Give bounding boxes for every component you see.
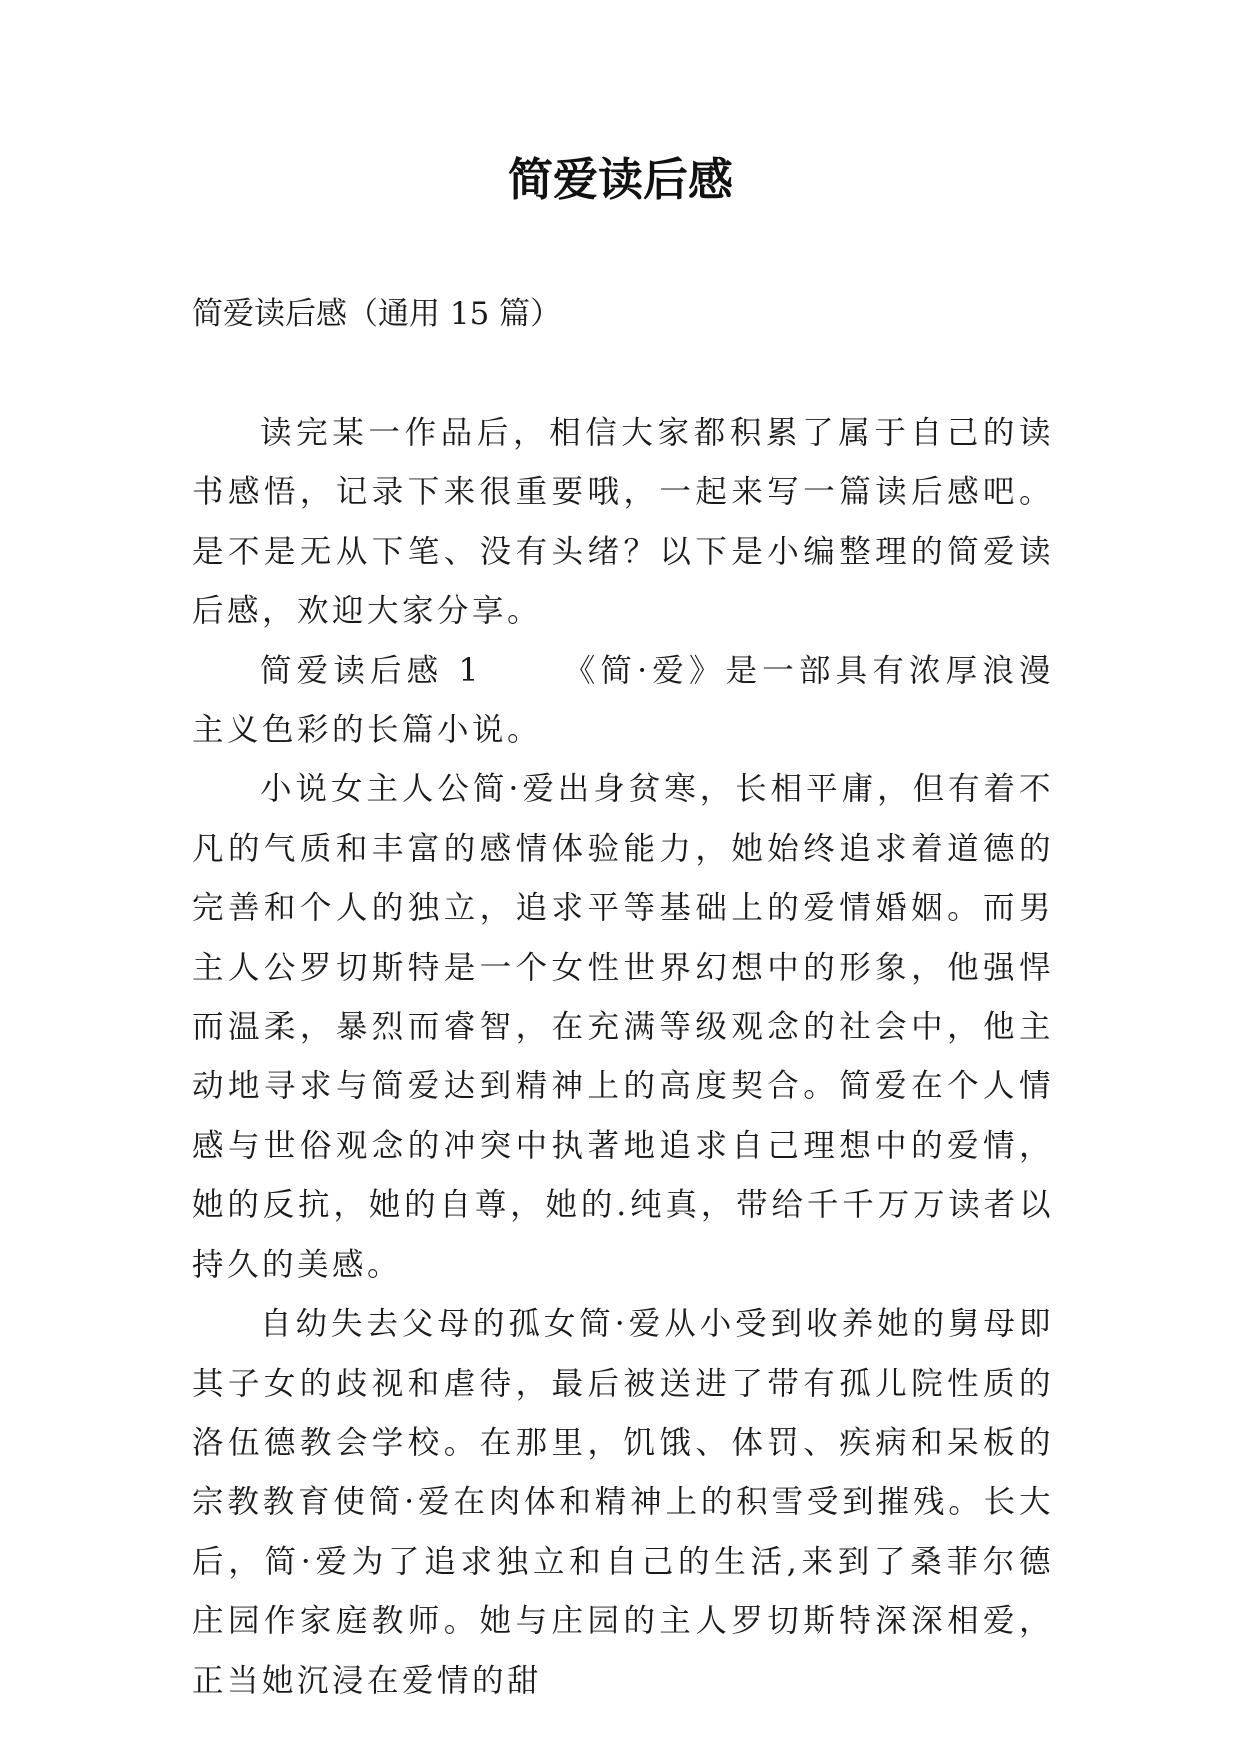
section-heading: 简爱读后感 1 — [260, 652, 483, 689]
section-lead-text: 《简·爱》是一部具有浓厚浪漫主义色彩的长篇小说。 — [192, 652, 1055, 749]
body-paragraph: 自幼失去父母的孤女简·爱从小受到收养她的舅母即其子女的歧视和虐待，最后被送进了带有孤儿院性质的洛伍德教会学校。在那里，饥饿、体罚、疾病和呆板的宗教教育使简·爱在肉体和精神上的积雪受到摧残。长大后，简·爱为了追求独立和自己的生活,来到了桑菲尔德庄园作家庭教师。她与庄园的主人罗切斯特深深相爱，正当她沉浸在爱情的甜 — [192, 1306, 1054, 1699]
document-subtitle: 简爱读后感（通用 15 篇） — [192, 296, 562, 332]
section-paragraph — [192, 642, 1054, 761]
document-title: 简爱读后感 — [507, 153, 733, 206]
document-body — [192, 404, 1054, 1711]
intro-paragraph: 读完某一作品后，相信大家都积累了属于自己的读书感悟，记录下来很重要哦，一起来写一篇读后感吧。是不是无从下笔、没有头绪？以下是小编整理的简爱读后感，欢迎大家分享。 — [192, 415, 1054, 630]
body-paragraph: 小说女主人公简·爱出身贫寒，长相平庸，但有着不凡的气质和丰富的感情体验能力，她始终追求着道德的完善和个人的独立，追求平等基础上的爱情婚姻。而男主人公罗切斯特是一个女性世界幻想中的形象，他强悍而温柔，暴烈而睿智，在充满等级观念的社会中，他主动地寻求与简爱达到精神上的高度契合。简爱在个人情感与世俗观念的冲突中执著地追求自己理想中的爱情，她的反抗，她的自尊，她的.纯真，带给千千万万读者以持久的美感。 — [192, 771, 1054, 1283]
